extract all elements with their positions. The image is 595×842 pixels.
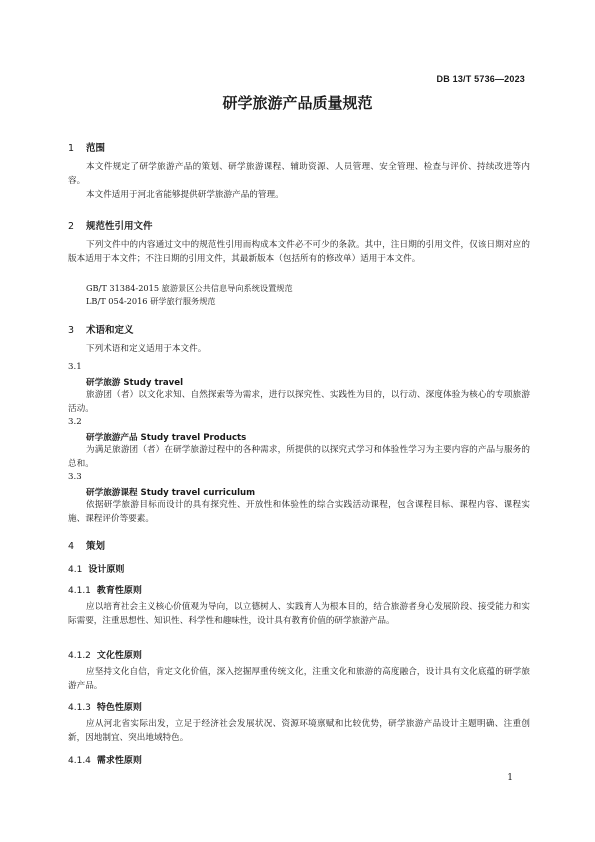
section-title: 设计原则 [88, 565, 125, 575]
doc-code: DB 13/T 5736—2023 [436, 74, 525, 84]
section-title: 特色性原则 [96, 703, 142, 713]
section-3-intro: 下列术语和定义适用于本文件。 [86, 344, 207, 354]
doc-title: 研学旅游产品质量规范 [222, 94, 373, 112]
section-4-1-3-paragraph: 应从河北省实际出发，立足于经济社会发展状况、资源环境禀赋和比较优势，研学旅游产品设计主题明确、注重创新，因地制宜、突出地域特色。 [68, 719, 530, 743]
section-title: 文化性原则 [96, 651, 142, 661]
normative-ref-2: LB/T 054-2016 研学旅行服务规范 [86, 296, 216, 306]
term-3-1-definition: 旅游团（者）以文化求知、自然探索等为需求，进行以探究性、实践性为目的，以行动、深度体验为核心的专项旅游活动。 [68, 390, 530, 414]
section-1-paragraph-1: 本文件规定了研学旅游产品的策划、研学旅游课程、辅助资源、人员管理、安全管理、检查与评价、持续改进等内容。 [68, 162, 530, 186]
term-3-1-title: 研学旅游 Study travel [86, 378, 184, 388]
section-4-1-2-heading [68, 648, 142, 661]
section-4-1-1-paragraph: 应以培育社会主义核心价值观为导向，以立德树人、实践育人为根本目的，结合旅游者身心发展阶段、接受能力和实际需要，注重思想性、知识性、科学性和趣味性，设计具有教育价值的研学旅游产品。 [68, 602, 530, 626]
section-4-1-2-paragraph: 应坚持文化自信，肯定文化价值，深入挖掘厚重传统文化，注重文化和旅游的高度融合，设计具有文化底蕴的研学旅游产品。 [68, 667, 530, 691]
section-number: 4.1.3 [68, 703, 91, 713]
term-3-2-number: 3.2 [68, 417, 82, 427]
section-1-heading [68, 140, 105, 154]
term-3-2-title: 研学旅游产品 Study travel Products [86, 433, 247, 443]
section-number: 4 [68, 541, 75, 552]
section-3-heading [68, 322, 134, 336]
section-number: 4.1.1 [68, 586, 91, 596]
section-4-1-heading [68, 562, 124, 575]
section-2-paragraph: 下列文件中的内容通过文中的规范性引用而构成本文件必不可少的条款。其中，注日期的引用文件，仅该日期对应的版本适用于本文件；不注日期的引用文件，其最新版本（包括所有的修改单）适用于本文件。 [68, 240, 530, 264]
section-title: 术语和定义 [86, 325, 134, 336]
term-3-1-number: 3.1 [68, 362, 82, 372]
term-3-3-definition: 依据研学旅游目标而设计的具有探究性、开放性和体验性的综合实践活动课程，包含课程目标、课程内容、课程实施、课程评价等要素。 [68, 500, 530, 524]
section-2-heading [68, 218, 153, 232]
section-title: 范围 [86, 143, 106, 154]
section-number: 4.1 [68, 565, 83, 575]
section-title: 策划 [86, 541, 106, 552]
section-number: 3 [68, 325, 75, 336]
term-3-2-definition: 为满足旅游团（者）在研学旅游过程中的各种需求，所提供的以探究式学习和体验性学习为主要内容的产品与服务的总和。 [68, 445, 530, 469]
term-3-3-number: 3.3 [68, 472, 82, 482]
section-number: 4.1.2 [68, 651, 91, 661]
section-4-heading [68, 538, 105, 552]
section-title: 教育性原则 [96, 586, 142, 596]
section-title: 规范性引用文件 [86, 221, 153, 232]
section-number: 1 [68, 143, 75, 154]
section-4-1-3-heading [68, 700, 142, 713]
section-number: 4.1.4 [68, 756, 91, 766]
section-4-1-1-heading [68, 583, 142, 596]
normative-ref-1: GB/T 31384-2015 旅游景区公共信息导向系统设置规范 [86, 283, 293, 293]
section-number: 2 [68, 221, 75, 232]
term-3-3-title: 研学旅游课程 Study travel curriculum [86, 488, 256, 498]
page-number: 1 [507, 773, 513, 783]
section-title: 需求性原则 [96, 756, 142, 766]
section-1-paragraph-2: 本文件适用于河北省能够提供研学旅游产品的管理。 [86, 190, 284, 200]
section-4-1-4-heading [68, 753, 142, 766]
